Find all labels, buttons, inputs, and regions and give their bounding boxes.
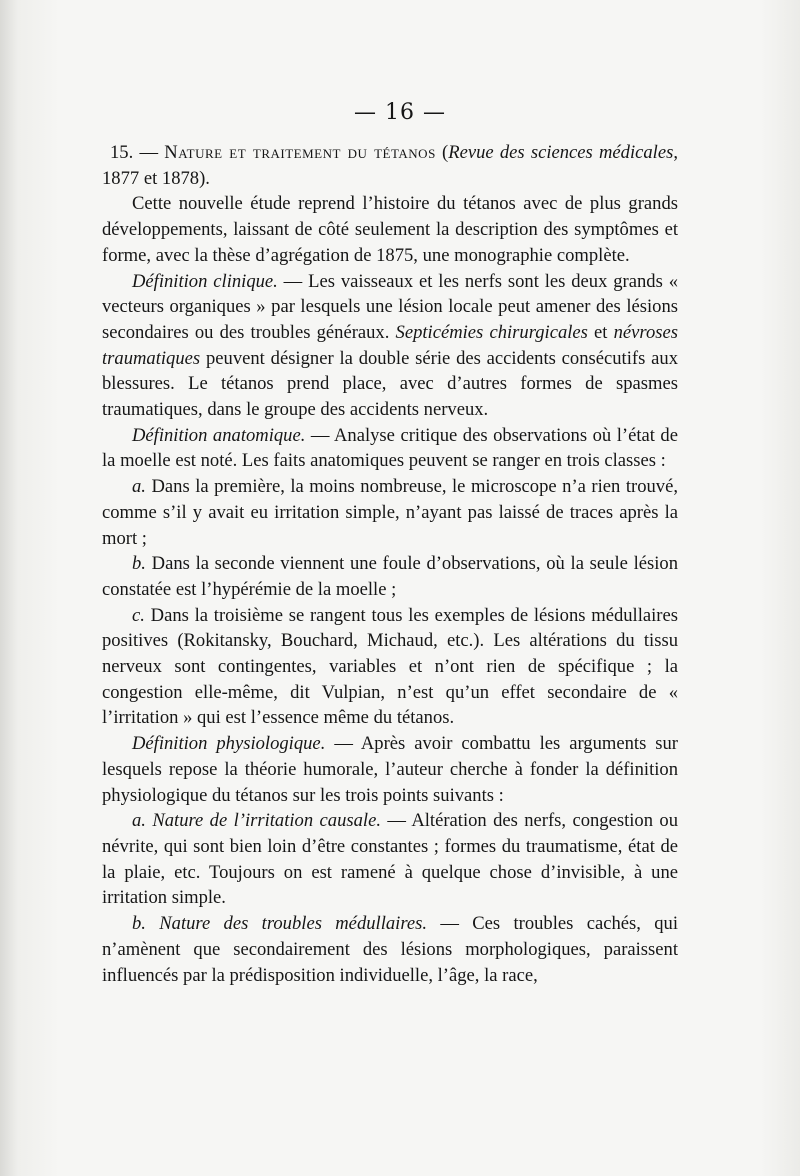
a-text: Dans la première, la moins nombreuse, le microscope n’a rien trouvé, comme s’il y avait eu irritation simple, n’ayant pas laissé de traces après la mort ; [102,476,678,549]
paragraph-clinique [102,269,678,423]
section-ref-open: ( [442,142,449,163]
paragraph-physio-b [102,911,678,988]
b-text: Dans la seconde viennent une foule d’observations, où la seule lésion constatée est l’hypérémie de la moelle ; [102,553,678,600]
physio-a-text: — Altération des nerfs, congestion ou névrite, qui sont bien loin d’être constantes ; formes du traumatisme, état de la plaie, etc. Toujours on est ramené à quelque chose d’invisible, à une irritation simple. [102,810,678,909]
physio-text: — Après avoir combattu les arguments sur lesquels repose la théorie humorale, l’auteur cherche à fonder la définition physiologique du tétanos sur les trois points suivants : [102,733,679,806]
anatomique-label: Définition anatomique. [132,424,306,446]
physio-b-text: — Ces troubles cachés, qui n’amènent que secondairement des lésions morphologiques, paraissent influencés par la prédisposition individuelle, l’âge, la race, [102,913,678,986]
physio-a-label: a. Nature de l’irritation causale. [132,810,381,832]
body-text [102,140,678,988]
physio-b-label: b. Nature des troubles médullaires. [132,913,428,935]
c-label: c. [132,604,145,626]
section-ref-journal: Revue des sciences médicales [448,142,674,163]
section-ref-years: , 1877 et 1878). [102,142,678,189]
clinique-italic-2: névroses traumatiques [102,321,678,369]
paragraph-b [102,551,678,602]
paragraph-c [102,603,678,732]
paragraph-anatomique [102,423,678,474]
page-number: — 16 — [354,100,446,125]
section-heading [102,140,678,191]
paragraph-physio-a [102,808,678,911]
physio-label: Définition physiologique. [132,733,326,755]
paragraph-physiologique [102,731,678,808]
clinique-italic-1: Septicémies chirurgicales [395,321,588,343]
section-number: 15. [110,142,134,163]
clinique-text-3: peuvent désigner la double série des accidents consécutifs aux blessures. Le tétanos prend place, avec d’autres formes de spasmes traumatiques, dans le groupe des accidents nerveux. [102,347,678,421]
clinique-text-2: et [587,321,614,343]
clinique-text-1: — Les vaisseaux et les nerfs sont les deux grands « vecteurs organiques » par lesquels une lésion locale peut amener des lésions secondaires ou des troubles généraux. [102,270,678,343]
c-text: Dans la troisième se rangent tous les exemples de lésions médullaires positives (Rokitansky, Bouchard, Michaud, etc.). Les altérations du tissu nerveux sont contingentes, variables et n’ont rien de spécifique ; la congestion elle-même, dit Vulpian, n’est qu’un effet secondaire de « l’irritation » qui est l’essence même du tétanos. [102,604,678,729]
clinique-label: Définition clinique. [132,270,278,292]
section-title: Nature et traitement du tétanos [164,142,436,163]
paragraph-a [102,474,678,551]
section-dash: — [139,142,159,163]
anatomique-text: — Analyse critique des observations où l’état de la moelle est noté. Les faits anatomiques peuvent se ranger en trois classes : [102,424,678,472]
b-label: b. [132,553,146,575]
a-label: a. [132,476,146,498]
paragraph-intro: Cette nouvelle étude reprend l’histoire du tétanos avec de plus grands développements, laissant de côté seulement la description des symptômes et forme, avec la thèse d’agrégation de 1875, une monographie complète. [102,193,678,266]
